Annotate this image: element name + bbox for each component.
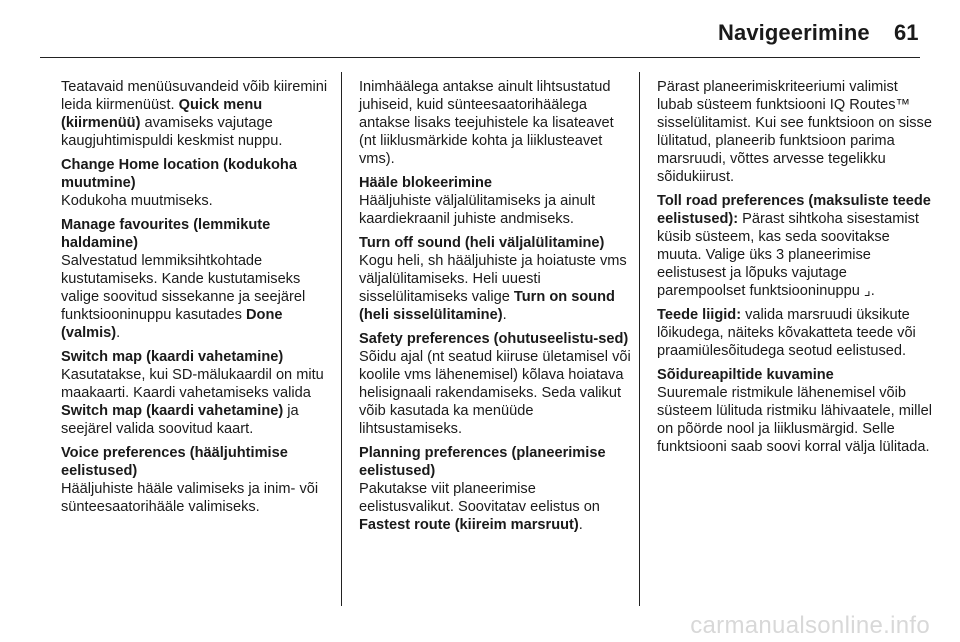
- bold-term: Toll road preferences (maksuliste teede eelistused):: [657, 193, 931, 227]
- text: ja seejärel valida soovitud kaart.: [61, 403, 299, 437]
- text: Kogu heli, sh hääljuhiste ja hoiatuste vms väljalülitamiseks. Heli uuesti sisselülitamiseks valige: [359, 253, 627, 305]
- text: avamiseks vajutage kaugjuhtimispuldi keskmist nuppu.: [61, 115, 283, 149]
- section-safety-preferences: [359, 330, 631, 438]
- section-voice-block: [359, 174, 631, 228]
- column-divider-2: [639, 72, 640, 606]
- section-heading: Planning preferences (planeerimise eelistused): [359, 445, 606, 479]
- section-home-location: [61, 156, 333, 210]
- watermark-text: carmanualsonline.info: [690, 612, 930, 639]
- section-heading: Switch map (kaardi vahetamine): [61, 349, 284, 365]
- section-switch-map: [61, 348, 333, 438]
- text: Pakutakse viit planeerimise eelistusvalikut. Soovitatav eelistus on: [359, 481, 600, 515]
- header-divider: [40, 57, 920, 58]
- section-turn-off-sound: [359, 234, 631, 324]
- bold-term: Fastest route (kiireim marsruut): [359, 517, 579, 533]
- column-1: [61, 78, 333, 522]
- watermark: [0, 612, 960, 640]
- section-heading: Change Home location (kodukoha muutmine): [61, 157, 297, 191]
- section-heading: Sõidureapiltide kuvamine: [657, 367, 834, 383]
- column-2: [359, 78, 631, 540]
- text: valida marsruudi üksikute lõikudega, näiteks kõvakatteta teede või praamiülesõitudega seotud eelistused.: [657, 307, 916, 359]
- bold-term: Done (valmis): [61, 307, 283, 341]
- text: .: [502, 307, 507, 323]
- section-lane-images: [657, 366, 932, 456]
- text: Salvestatud lemmiksihtkohtade kustutamiseks. Kande kustutamiseks valige soovitud sissekanne ja seejärel funktsiooninuppu kasutades: [61, 253, 306, 323]
- section-heading: Safety preferences (ohutuseelistu-sed): [359, 331, 629, 347]
- page-title: Navigeerimine: [718, 20, 870, 45]
- section-planning-preferences: [359, 444, 631, 534]
- section-road-types: [657, 306, 932, 360]
- bold-term: Quick menu (kiirmenüü): [61, 97, 263, 131]
- section-body: Inimhäälega antakse ainult lihtsustatud juhiseid, kuid sünteesaatorihäälega antakse lisaks teejuhistele ka lisateavet (nt liiklusmärkide kohta ja liiklusteavet vms).: [359, 79, 614, 167]
- section-manage-favourites: [61, 216, 333, 342]
- section-body: Hääljuhiste väljalülitamiseks ja ainult kaardiekraanil juhiste andmiseks.: [359, 193, 596, 227]
- text: Pärast sihtkoha sisestamist küsib süsteem, kas seda soovitakse muuta. Valige üks 3 planeerimise eelistusest ja lõpuks vajutage parempoolset funktsiooninuppu ⌟.: [657, 211, 919, 299]
- section-body: Hääljuhiste hääle valimiseks ja inim- või sünteesaatorihääle valimiseks.: [61, 481, 319, 515]
- column-divider-1: [341, 72, 342, 606]
- iq-routes-paragraph: [657, 78, 932, 186]
- section-voice-preferences: [61, 444, 333, 516]
- section-heading: Voice preferences (hääljuhtimise eelistused): [61, 445, 288, 479]
- section-heading: Manage favourites (lemmikute haldamine): [61, 217, 271, 251]
- bold-term: Teede liigid:: [657, 307, 742, 323]
- text: Teatavaid menüüsuvandeid võib kiiremini leida kiirmenüüst.: [61, 79, 328, 113]
- text: .: [116, 325, 121, 341]
- column-3: [657, 78, 932, 462]
- section-heading: Hääle blokeerimine: [359, 175, 493, 191]
- voice-intro-paragraph: [359, 78, 631, 168]
- section-heading: Turn off sound (heli väljalülitamine): [359, 235, 605, 251]
- section-body: Kodukoha muutmiseks.: [61, 193, 213, 209]
- section-toll-road: [657, 192, 932, 300]
- text: Kasutatakse, kui SD-mälukaardil on mitu maakaarti. Kaardi vahetamiseks valida: [61, 367, 324, 401]
- bold-term: Switch map (kaardi vahetamine): [61, 403, 284, 419]
- quick-menu-paragraph: [61, 78, 333, 150]
- page-number: 61: [894, 20, 919, 45]
- bold-term: Turn on sound (heli sisselülitamine): [359, 289, 615, 323]
- section-body: Sõidu ajal (nt seatud kiiruse ületamisel või koolile vms lähenemisel) kõlava hoiatava helisignaali rakendamiseks. Seda valikut võib kasutada ka menüüde lihtsustamiseks.: [359, 349, 631, 437]
- text: .: [578, 517, 583, 533]
- section-body: Pärast planeerimiskriteeriumi valimist lubab süsteem funktsiooni IQ Routes™ sisselülitamist. Kui see funktsioon on sisse lülitatud, planeerib funktsioon parima marsruudi, võttes arvesse tegelikku sõidukiirust.: [657, 79, 932, 185]
- section-body: Suuremale ristmikule lähenemisel võib süsteem lülituda ristmiku lähivaatele, millel on põörde nool ja liiklusmärgid. Selle funktsiooni saab soovi korral välja lülitada.: [657, 385, 932, 455]
